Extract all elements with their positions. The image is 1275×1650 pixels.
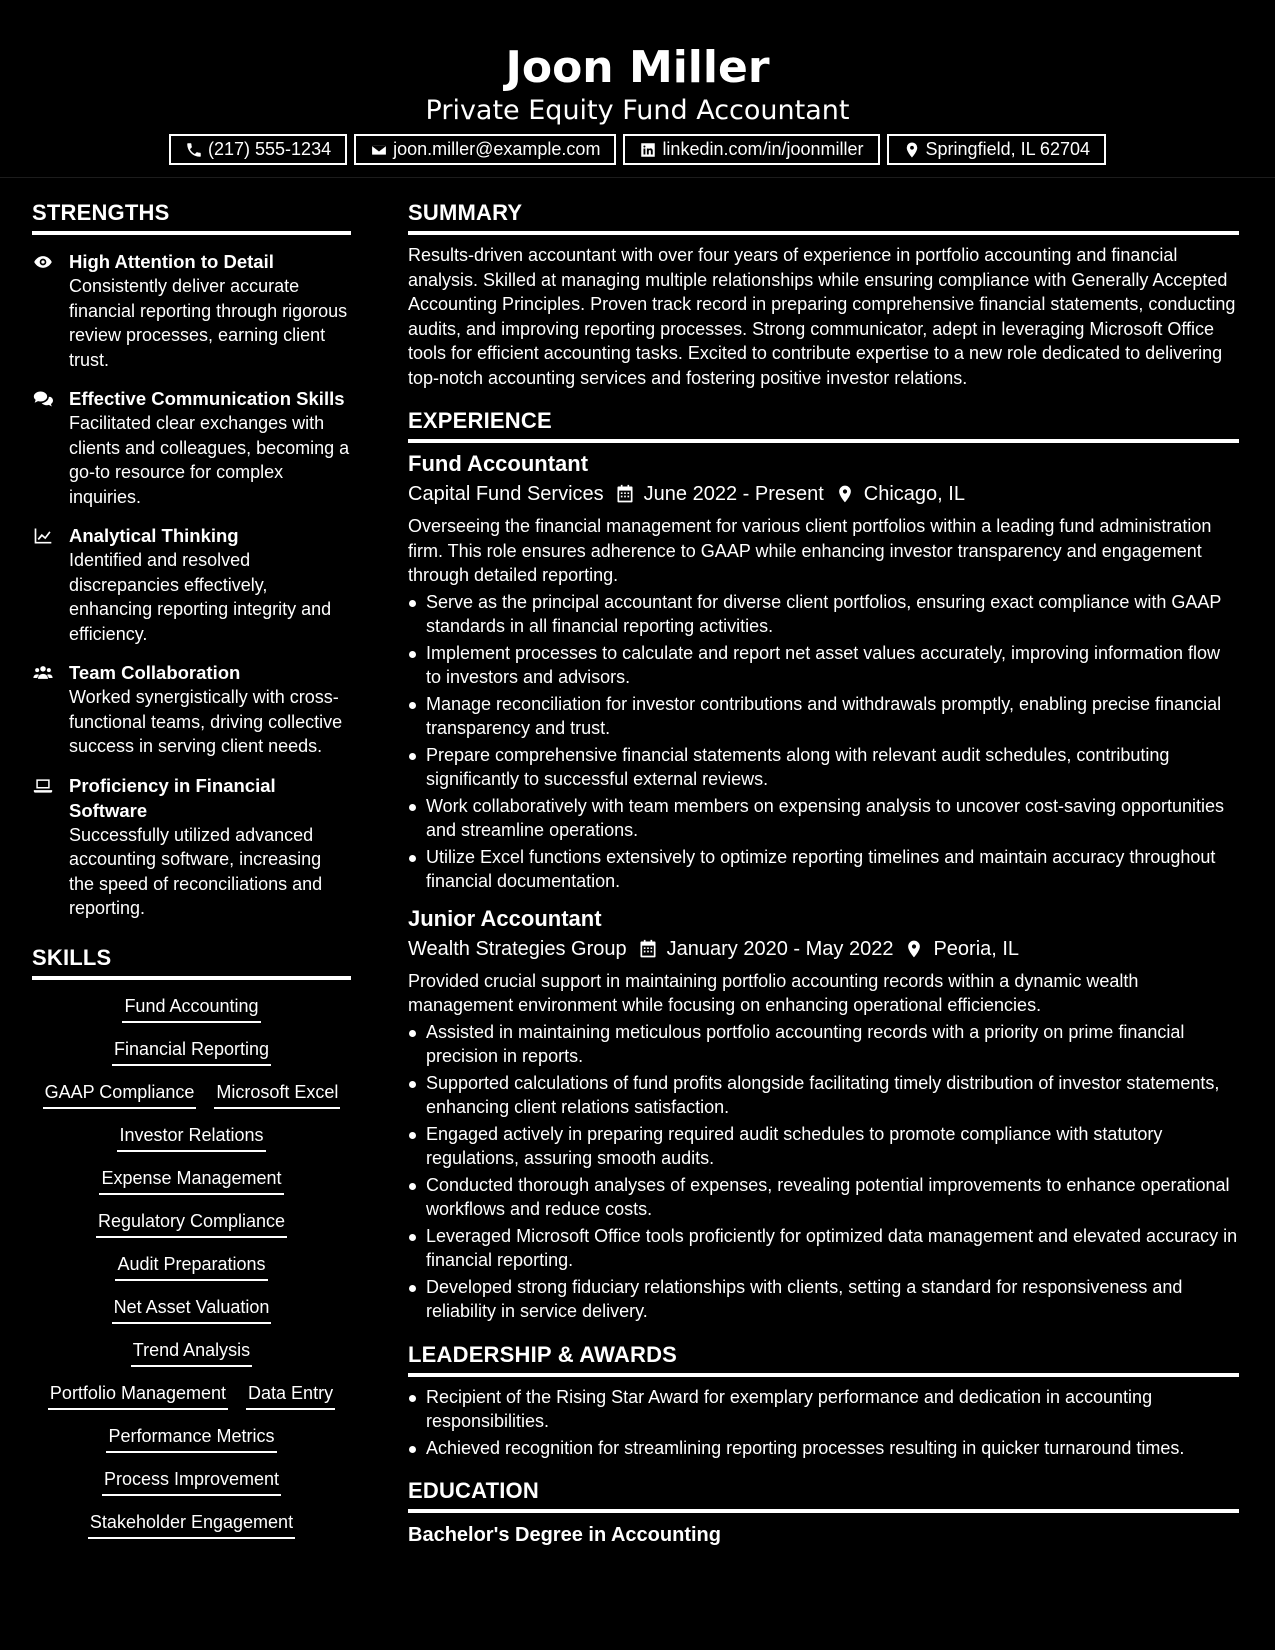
strength-desc: Identified and resolved discrepancies effectively, enhancing reporting integrity and efficiency. bbox=[69, 550, 332, 644]
skill-tag: Expense Management bbox=[99, 1166, 283, 1195]
job-title: Fund Accountant bbox=[408, 451, 589, 476]
strength-desc: Successfully utilized advanced accounting software, increasing the speed of reconciliations and reporting. bbox=[69, 824, 323, 918]
job-bullet: Conducted thorough analyses of expenses, revealing potential improvements to enhance operational workflows and reduce costs. bbox=[408, 1173, 1239, 1222]
contact-linkedin-text: linkedin.com/in/joonmiller bbox=[662, 139, 864, 159]
calendar-icon bbox=[638, 939, 658, 959]
job-company: Wealth Strategies Group bbox=[408, 937, 627, 960]
email-icon bbox=[370, 141, 388, 159]
job-bullet: Engaged actively in preparing required audit schedules to promote compliance with statutory regulations, assuring smooth audits. bbox=[408, 1122, 1239, 1171]
skills-heading: SKILLS bbox=[32, 943, 351, 980]
users-icon bbox=[32, 663, 54, 683]
strength-item bbox=[32, 386, 351, 509]
job-bullet: Utilize Excel functions extensively to optimize reporting timelines and maintain accuracy throughout financial documentation. bbox=[408, 845, 1239, 894]
skill-tag: Process Improvement bbox=[102, 1467, 281, 1496]
left-column bbox=[32, 198, 351, 1539]
strength-title: High Attention to Detail bbox=[69, 251, 274, 272]
candidate-name: Joon Miller bbox=[505, 42, 770, 93]
job-bullets bbox=[408, 1020, 1239, 1324]
strength-desc: Facilitated clear exchanges with clients and colleagues, becoming a go-to resource for complex inquiries. bbox=[69, 413, 350, 507]
job-bullet: Prepare comprehensive financial statements along with relevant audit schedules, contributing significantly to successful external reviews. bbox=[408, 743, 1239, 792]
skill-tag: Microsoft Excel bbox=[214, 1080, 340, 1109]
experience-heading: EXPERIENCE bbox=[408, 406, 1239, 443]
contact-location[interactable] bbox=[887, 134, 1106, 165]
job-entry bbox=[408, 449, 1239, 894]
phone-icon bbox=[185, 141, 203, 159]
skill-tag: Performance Metrics bbox=[106, 1424, 276, 1453]
job-bullet: Assisted in maintaining meticulous portfolio accounting records with a priority on prime financial precision in reports. bbox=[408, 1020, 1239, 1069]
contact-location-text: Springfield, IL 62704 bbox=[925, 139, 1090, 159]
strength-desc: Worked synergistically with cross-functional teams, driving collective success in serving client needs. bbox=[69, 687, 343, 756]
job-meta bbox=[408, 480, 1239, 508]
skill-tag: Stakeholder Engagement bbox=[88, 1510, 295, 1539]
strength-title: Proficiency in Financial Software bbox=[69, 774, 276, 821]
skill-tag: Investor Relations bbox=[117, 1123, 265, 1152]
contact-email-text: joon.miller@example.com bbox=[393, 139, 601, 159]
strength-item bbox=[32, 660, 351, 759]
job-title: Junior Accountant bbox=[408, 905, 602, 931]
leadership-list bbox=[408, 1385, 1239, 1461]
contact-bar bbox=[0, 134, 1275, 165]
job-description: Provided crucial support in maintaining portfolio accounting records within a dynamic wealth management environment while focusing on enhancing operational efficiencies. bbox=[408, 970, 1139, 1015]
location-pin-icon bbox=[903, 141, 921, 159]
job-entry bbox=[408, 904, 1239, 1324]
skill-tag: Data Entry bbox=[246, 1381, 335, 1410]
job-location: Peoria, IL bbox=[933, 937, 1020, 960]
skill-tag: Trend Analysis bbox=[131, 1338, 252, 1367]
skill-tag: Financial Reporting bbox=[112, 1037, 271, 1066]
job-bullet: Leveraged Microsoft Office tools proficiently for optimized data management and elevated accuracy in financial reporting. bbox=[408, 1224, 1239, 1273]
contact-linkedin[interactable] bbox=[623, 134, 879, 165]
right-column bbox=[408, 198, 1239, 1549]
job-meta bbox=[408, 935, 1239, 963]
job-bullet: Manage reconciliation for investor contributions and withdrawals promptly, enabling precise financial transparency and trust. bbox=[408, 692, 1239, 741]
contact-email[interactable] bbox=[354, 134, 616, 165]
candidate-title: Private Equity Fund Accountant bbox=[425, 95, 850, 126]
contact-phone-text: (217) 555-1234 bbox=[208, 139, 332, 159]
line-chart-icon bbox=[32, 526, 54, 546]
summary-heading: SUMMARY bbox=[408, 198, 1239, 235]
laptop-icon bbox=[32, 776, 54, 796]
strength-item bbox=[32, 249, 351, 372]
chat-bubbles-icon bbox=[32, 389, 54, 409]
linkedin-icon bbox=[639, 141, 657, 159]
eye-icon bbox=[32, 252, 54, 272]
summary-text: Results-driven accountant with over four years of experience in portfolio accounting and financial analysis. Skilled at managing multiple relationships while ensuring compliance with Generally Accepted Accounting Principles. Proven track record in preparing comprehensive financial statements, conducting audits, and improving reporting processes. Strong communicator, adept in leveraging Microsoft Office tools for efficient accounting tasks. Excited to contribute expertise to a new role dedicated to delivering top-notch accounting services and fostering positive investor relations. bbox=[408, 245, 1236, 388]
job-bullet: Serve as the principal accountant for diverse client portfolios, ensuring exact compliance with GAAP standards in all financial reporting activities. bbox=[408, 590, 1239, 639]
job-description: Overseeing the financial management for various client portfolios within a leading fund administration firm. This role ensures adherence to GAAP while enhancing investor transparency and engagement through detailed reporting. bbox=[408, 516, 1212, 585]
skill-tag: Audit Preparations bbox=[115, 1252, 267, 1281]
strength-title: Analytical Thinking bbox=[69, 525, 239, 546]
location-pin-icon bbox=[904, 939, 924, 959]
strength-item bbox=[32, 523, 351, 646]
job-bullet: Developed strong fiduciary relationships with clients, setting a standard for responsiveness and reliability in service delivery. bbox=[408, 1275, 1239, 1324]
location-pin-icon bbox=[835, 484, 855, 504]
resume-header bbox=[0, 0, 1275, 178]
education-heading: EDUCATION bbox=[408, 1476, 1239, 1513]
skill-tag: Regulatory Compliance bbox=[96, 1209, 287, 1238]
skill-tag: Portfolio Management bbox=[48, 1381, 228, 1410]
leadership-heading: LEADERSHIP & AWARDS bbox=[408, 1340, 1239, 1377]
education-degree: Bachelor's Degree in Accounting bbox=[408, 1524, 721, 1546]
job-bullet: Supported calculations of fund profits alongside facilitating timely distribution of investor statements, enhancing client relations satisfaction. bbox=[408, 1071, 1239, 1120]
skill-tag: Fund Accounting bbox=[122, 994, 260, 1023]
skill-tag: Net Asset Valuation bbox=[112, 1295, 272, 1324]
strength-title: Team Collaboration bbox=[69, 662, 241, 683]
job-company: Capital Fund Services bbox=[408, 483, 604, 505]
job-bullet: Implement processes to calculate and report net asset values accurately, improving information flow to investors and advisors. bbox=[408, 641, 1239, 690]
strength-item bbox=[32, 773, 351, 921]
strengths-heading: STRENGTHS bbox=[32, 198, 351, 235]
contact-phone[interactable] bbox=[169, 134, 347, 165]
calendar-icon bbox=[615, 484, 635, 504]
leadership-item: Recipient of the Rising Star Award for exemplary performance and dedication in accounting responsibilities. bbox=[408, 1385, 1239, 1434]
job-bullets bbox=[408, 590, 1239, 894]
leadership-item: Achieved recognition for streamlining reporting processes resulting in quicker turnaround times. bbox=[408, 1436, 1239, 1461]
skills-list bbox=[32, 994, 351, 1539]
job-bullet: Work collaboratively with team members on expensing analysis to uncover cost-saving opportunities and streamline operations. bbox=[408, 794, 1239, 843]
job-location: Chicago, IL bbox=[863, 483, 965, 505]
strength-desc: Consistently deliver accurate financial reporting through rigorous review processes, earning client trust. bbox=[69, 276, 348, 370]
job-dates: January 2020 - May 2022 bbox=[666, 937, 894, 960]
strength-title: Effective Communication Skills bbox=[69, 388, 345, 409]
skill-tag: GAAP Compliance bbox=[43, 1080, 197, 1109]
job-dates: June 2022 - Present bbox=[643, 483, 824, 505]
